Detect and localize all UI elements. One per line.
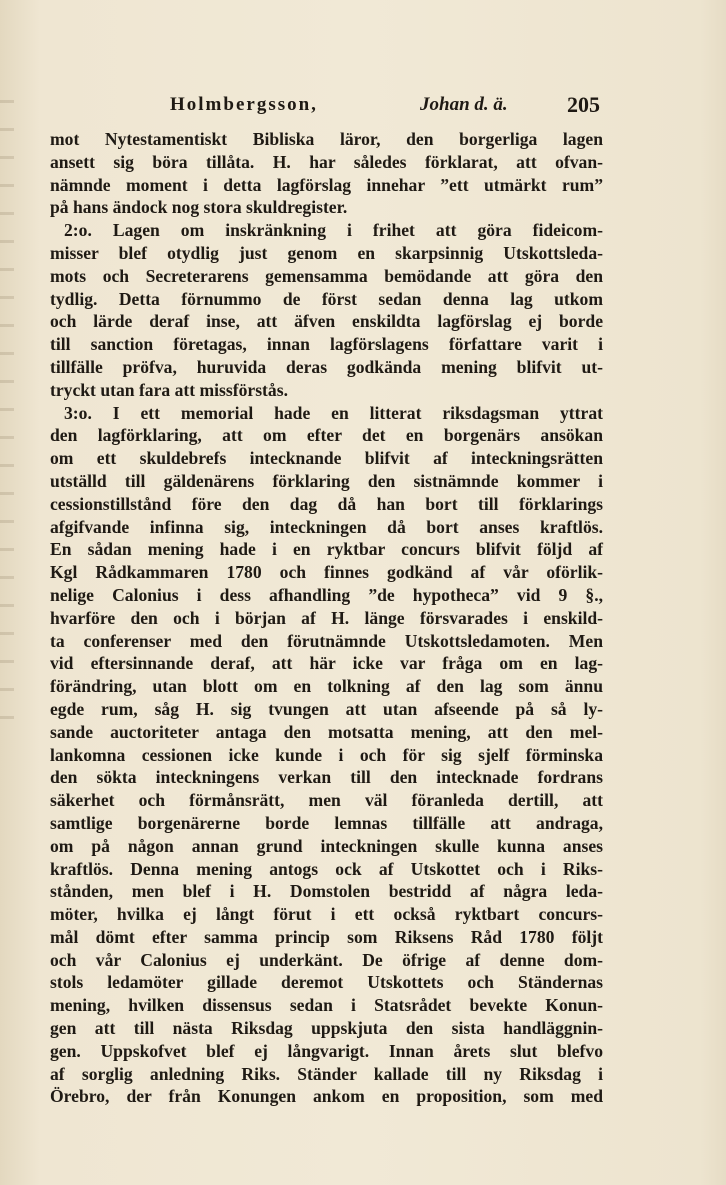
text-line: vid eftersinnande deraf, att här icke var fråga om en lag-	[50, 653, 603, 674]
text-line: säkerhet och förmånsrätt, men väl föranleda dertill, att	[50, 790, 603, 811]
text-line: ansett sig böra tillåta. H. har således förklarat, att ofvan-	[50, 151, 603, 172]
text-line: den lagförklaring, att om efter det en borgenärs ansökan	[50, 425, 603, 446]
text-line: nämnde moment i detta lagförslag innehar ”ett utmärkt rum”	[50, 174, 603, 195]
text-line: möter, hvilka ej långt förut i ett också ryktbart concurs-	[50, 904, 603, 925]
body-text	[50, 128, 603, 1108]
header-first-name: Johan d. ä.	[420, 94, 508, 115]
text-line: misser blef otydlig just genom en skarpsinnig Utskottsleda-	[50, 242, 603, 263]
text-line: stånden, men blef i H. Domstolen bestridd af några leda-	[50, 881, 603, 902]
text-line: kraftlös. Denna mening antogs ock af Utskottet och i Riks-	[50, 858, 603, 879]
text-line: stols ledamöter gillade deremot Utskottets och Ständernas	[50, 972, 603, 993]
text-line: En sådan mening hade i en ryktbar concurs blifvit följd af	[50, 539, 603, 560]
text-line: af sorglig anledning Riks. Ständer kallade till ny Riksdag i	[50, 1063, 603, 1084]
text-line: och vår Calonius ej underkänt. De öfrige af denne dom-	[50, 949, 603, 970]
text-line: den sökta inteckningens verkan till den intecknade fordrans	[50, 767, 603, 788]
text-line: mening, hvilken dissensus sedan i Statsrådet bevekte Konun-	[50, 995, 603, 1016]
text-line: förändring, utan blott om en tolkning af den lag som ännu	[50, 676, 603, 697]
text-line: utställd till gäldenärens förklaring den sistnämnde kommer i	[50, 470, 603, 491]
text-line: om ett skuldebrefs intecknande blifvit af inteckningsrätten	[50, 448, 603, 469]
text-line: tydlig. Detta förnummo de först sedan denna lag utkom	[50, 288, 603, 309]
text-line: mot Nytestamentiskt Bibliska läror, den borgerliga lagen	[50, 129, 603, 149]
page-number: 205	[567, 92, 600, 117]
running-header	[170, 92, 600, 118]
text-line: hvarföre den och i början af H. länge försvarades i enskild-	[50, 607, 603, 628]
text-line: mots och Secreterarens gemensamma bemödande att göra den	[50, 265, 603, 286]
text-line: samtlige borgenärerne borde lemnas tillfälle att andraga,	[50, 812, 603, 833]
text-line: cessionstillstånd före den dag då han bort till förklarings	[50, 493, 603, 514]
text-line: mål dömt efter samma princip som Riksens Råd 1780 följt	[50, 926, 603, 947]
text-line: lankomna cessionen icke kunde i och för sig sjelf förminska	[50, 744, 603, 765]
text-line: sande auctoriteter antaga den motsatta mening, att den mel-	[50, 721, 603, 742]
text-line: tillfälle pröfva, huruvida deras godkända mening blifvit ut-	[50, 356, 603, 377]
text-line: egde rum, såg H. sig tvungen att utan afseende på så ly-	[50, 698, 603, 719]
text-line: ta conferenser med den förutnämnde Utskottsledamoten. Men	[50, 630, 603, 651]
text-line: gen att till nästa Riksdag uppskjuta den sista handläggnin-	[50, 1018, 603, 1039]
text-line: nelige Calonius i dess afhandling ”de hypotheca” vid 9 §.,	[50, 584, 603, 605]
text-line: 3:o. I ett memorial hade en litterat riksdagsman yttrat	[64, 402, 603, 423]
text-line: 2:o. Lagen om inskränkning i frihet att göra fideicom-	[64, 220, 603, 241]
text-line: Kgl Rådkammaren 1780 och finnes godkänd af vår oförlik-	[50, 562, 603, 583]
header-surname: Holmbergsson,	[170, 94, 318, 115]
text-line: gen. Uppskofvet blef ej långvarigt. Innan årets slut blefvo	[50, 1040, 603, 1061]
text-line: till sanction företagas, innan lagförslagens författare varit i	[50, 334, 603, 355]
text-line: tryckt utan fara att missförstås.	[50, 379, 288, 400]
text-line: Örebro, der från Konungen ankom en proposition, som med	[50, 1086, 603, 1107]
binding-gutter	[0, 100, 14, 720]
text-line: afgifvande infinna sig, inteckningen då bort anses kraftlös.	[50, 516, 603, 537]
text-line: och lärde deraf inse, att äfven enskildta lagförslag ej borde	[50, 311, 603, 332]
text-line: på hans ändock nog stora skuldregister.	[50, 197, 348, 218]
text-line: om på någon annan grund inteckningen skulle kunna anses	[50, 835, 603, 856]
